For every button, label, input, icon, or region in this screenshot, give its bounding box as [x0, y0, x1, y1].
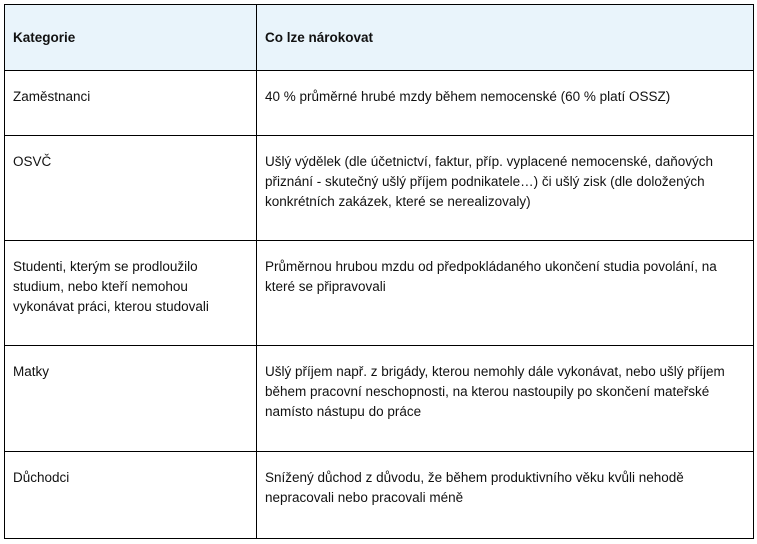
- category-cell: [5, 240, 257, 345]
- header-claim: [257, 5, 754, 71]
- table-row: [5, 452, 754, 539]
- category-cell: [5, 135, 257, 240]
- compensation-table: [4, 4, 754, 539]
- category-text: Studenti, kterým se prodloužilo studium, nebo kteří nemohou vykonávat práci, kterou studovali: [13, 258, 209, 314]
- header-claim-label: Co lze nárokovat: [265, 29, 374, 45]
- claim-text: Snížený důchod z důvodu, že během produktivního věku kvůli nehodě nepracovali nebo pracovali méně: [265, 470, 684, 506]
- claim-cell: [257, 452, 754, 539]
- claim-text: 40 % průměrné hrubé mzdy během nemocenské (60 % platí OSSZ): [265, 89, 671, 105]
- claim-text: Ušlý příjem např. z brigády, kterou nemohly dále vykonávat, nebo ušlý příjem během pracovní neschopnosti, na kterou nastoupily po skončení mateřské namísto nástupu do práce: [265, 363, 725, 419]
- table-row: [5, 240, 754, 345]
- claim-text: Ušlý výdělek (dle účetnictví, faktur, příp. vyplacené nemocenské, daňových přiznání - skutečný ušlý příjem podnikatele…) či ušlý zisk (dle doložených konkrétních zakázek, které se nerealizovaly): [265, 153, 713, 209]
- category-cell: [5, 71, 257, 135]
- claim-cell: [257, 71, 754, 135]
- table-row: [5, 135, 754, 240]
- header-category: [5, 5, 257, 71]
- claim-cell: [257, 135, 754, 240]
- table-header-row: [5, 5, 754, 71]
- category-text: OSVČ: [13, 153, 52, 169]
- table-row: [5, 345, 754, 452]
- category-cell: [5, 452, 257, 539]
- claim-cell: [257, 345, 754, 452]
- table-row: [5, 71, 754, 135]
- header-category-label: Kategorie: [13, 29, 76, 45]
- claim-cell: [257, 240, 754, 345]
- category-text: Matky: [13, 363, 50, 379]
- category-text: Zaměstnanci: [13, 89, 91, 105]
- category-text: Důchodci: [13, 470, 70, 486]
- claim-text: Průměrnou hrubou mzdu od předpokládaného ukončení studia povolání, na které se připravovali: [265, 258, 717, 294]
- category-cell: [5, 345, 257, 452]
